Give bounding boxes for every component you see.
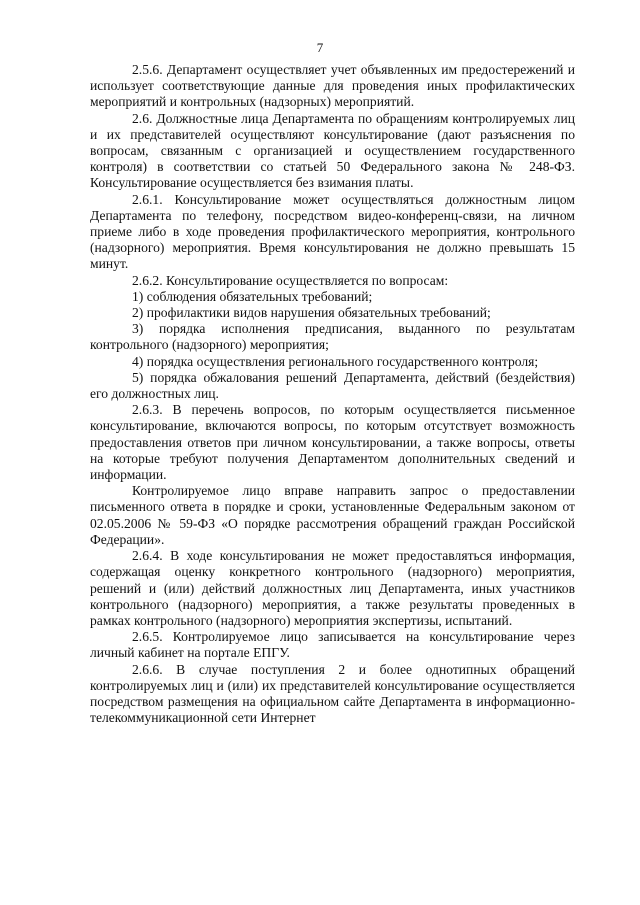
paragraph-request: Контролируемое лицо вправе направить запрос о предоставлении письменного ответа в порядке и сроки, установленные Федеральным законом от 02.05.2006 № 59-ФЗ «О порядке рассмотрения обращений граждан Российской Федерации».	[90, 483, 575, 547]
paragraph-2-6: 2.6. Должностные лица Департамента по обращениям контролируемых лиц и их представителей осуществляют консультирование (дают разъяснения по вопросам, связанным с организацией и осуществлением государственного контроля) в соответствии со статьей 50 Федерального закона № 248-ФЗ. Консультирование осуществляется без взимания платы.	[90, 110, 575, 191]
paragraph-2-6-5: 2.6.5. Контролируемое лицо записывается на консультирование через личный кабинет на портале ЕПГУ.	[90, 629, 575, 661]
page-number: 7	[316, 40, 324, 55]
paragraph-2-6-2: 2.6.2. Консультирование осуществляется по вопросам:	[132, 272, 449, 288]
list-item-3: 3) порядка исполнения предписания, выданного по результатам контрольного (надзорного) мероприятия;	[90, 321, 575, 353]
paragraph-2-6-3: 2.6.3. В перечень вопросов, по которым осуществляется письменное консультирование, включаются вопросы, по которым отсутствует возможность предоставления ответов при личном консультировании, а также вопросы, ответы на которые требуют получения Департаментом дополнительных сведений и информации.	[90, 402, 575, 483]
list-item-5: 5) порядка обжалования решений Департамента, действий (бездействия) его должностных лиц.	[90, 369, 575, 402]
paragraph-2-5-6: 2.5.6. Департамент осуществляет учет объявленных им предостережений и использует соответствующие данные для проведения иных профилактических мероприятий и контрольных (надзорных) мероприятий.	[90, 62, 575, 110]
list-item-2: 2) профилактики видов нарушения обязательных требований;	[132, 305, 491, 321]
paragraph-2-6-1: 2.6.1. Консультирование может осуществляться должностным лицом Департамента по телефону, посредством видео-конференц-связи, на личном приеме либо в ходе проведения профилактического мероприятия, контрольного (надзорного) мероприятия. Время консультирования не должно превышать 15 минут.	[90, 191, 575, 272]
document-body	[90, 62, 575, 726]
paragraph-2-6-4: 2.6.4. В ходе консультирования не может предоставляться информация, содержащая оценку конкретного контрольного (надзорного) мероприятия, решений и (или) действий должностных лиц Департамента, иных участников контрольного (надзорного) мероприятия, а также результаты проведенных в рамках контрольного (надзорного) мероприятия экспертизы, испытаний.	[90, 548, 575, 628]
list-item-1: 1) соблюдения обязательных требований;	[132, 288, 373, 304]
paragraph-2-6-6: 2.6.6. В случае поступления 2 и более однотипных обращений контролируемых лиц и (или) их представителей консультирование осуществляется посредством размещения на официальном сайте Департамента в информационно-телекоммуникационной сети Интернет	[90, 661, 575, 726]
list-item-4: 4) порядка осуществления регионального государственного контроля;	[132, 353, 539, 369]
